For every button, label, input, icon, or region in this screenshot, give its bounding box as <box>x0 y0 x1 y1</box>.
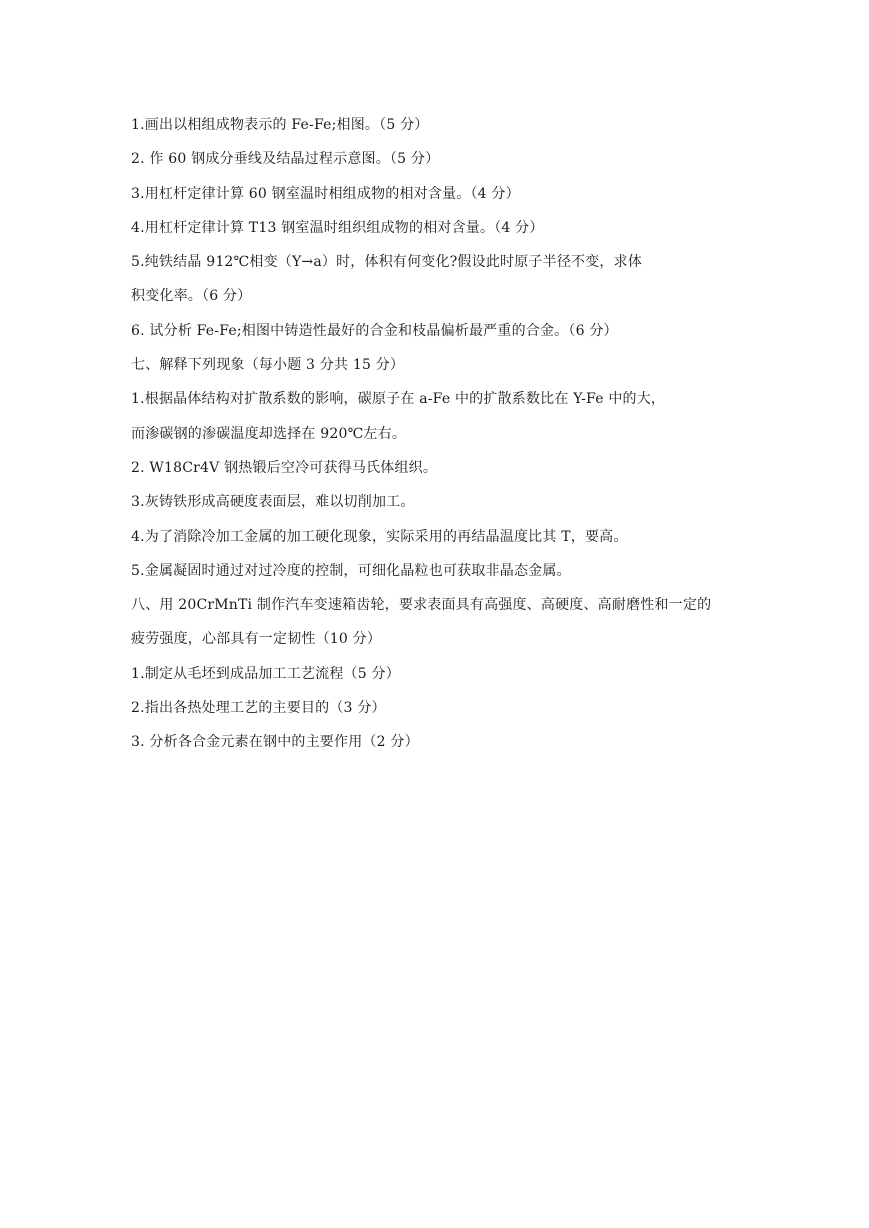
section-7-item-1: 1.根据晶体结构对扩散系数的影响，碳原子在 a-Fe 中的扩散系数比在 Y-Fe 中的大， <box>131 391 666 408</box>
section-8-heading: 八、用 20CrMnTi 制作汽车变速箱齿轮，要求表面具有高强度、高硬度、高耐磨性和一定的 <box>131 597 712 614</box>
section-7-item-1-continuation: 而渗碳钢的渗碳温度却选择在 920℃左右。 <box>131 425 407 442</box>
question-4-line: 4.用杠杆定律计算 T13 钢室温时组织组成物的相对含量。（4 分） <box>131 219 544 236</box>
section-8-item-3: 3. 分析各合金元素在钢中的主要作用（2 分） <box>131 734 419 751</box>
section-7-item-5: 5.金属凝固时通过对过冷度的控制，可细化晶粒也可获取非晶态金属。 <box>131 562 571 579</box>
section-7-heading: 七、解释下列现象（每小题 3 分共 15 分） <box>131 357 405 374</box>
section-7-item-3: 3.灰铸铁形成高硬度表面层，难以切削加工。 <box>131 494 415 511</box>
section-8-item-2: 2.指出各热处理工艺的主要目的（3 分） <box>131 700 386 717</box>
section-7-item-2: 2. W18Cr4V 钢热锻后空冷可获得马氏体组织。 <box>131 459 438 476</box>
question-6-line: 6. 试分析 Fe-Fe;相图中铸造性最好的合金和枝晶偏析最严重的合金。（6 分） <box>131 322 618 339</box>
document-body <box>131 108 771 760</box>
question-5-continuation: 积变化率。（6 分） <box>131 288 252 305</box>
section-8-item-1: 1.制定从毛坯到成品加工工艺流程（5 分） <box>131 665 400 682</box>
section-7-item-4: 4.为了消除冷加工金属的加工硬化现象，实际采用的再结晶温度比其 T，要高。 <box>131 528 628 545</box>
question-1-line: 1.画出以相组成物表示的 Fe-Fe;相图。（5 分） <box>131 117 429 133</box>
question-2-line: 2. 作 60 钢成分垂线及结晶过程示意图。（5 分） <box>131 151 440 168</box>
section-8-heading-continuation: 疲劳强度，心部具有一定韧性（10 分） <box>131 631 382 648</box>
question-3-line: 3.用杠杆定律计算 60 钢室温时相组成物的相对含量。（4 分） <box>131 185 520 202</box>
question-5-line: 5.纯铁结晶 912℃相变（Y→a）时，体积有何变化?假设此时原子半径不变，求体 <box>131 254 643 271</box>
